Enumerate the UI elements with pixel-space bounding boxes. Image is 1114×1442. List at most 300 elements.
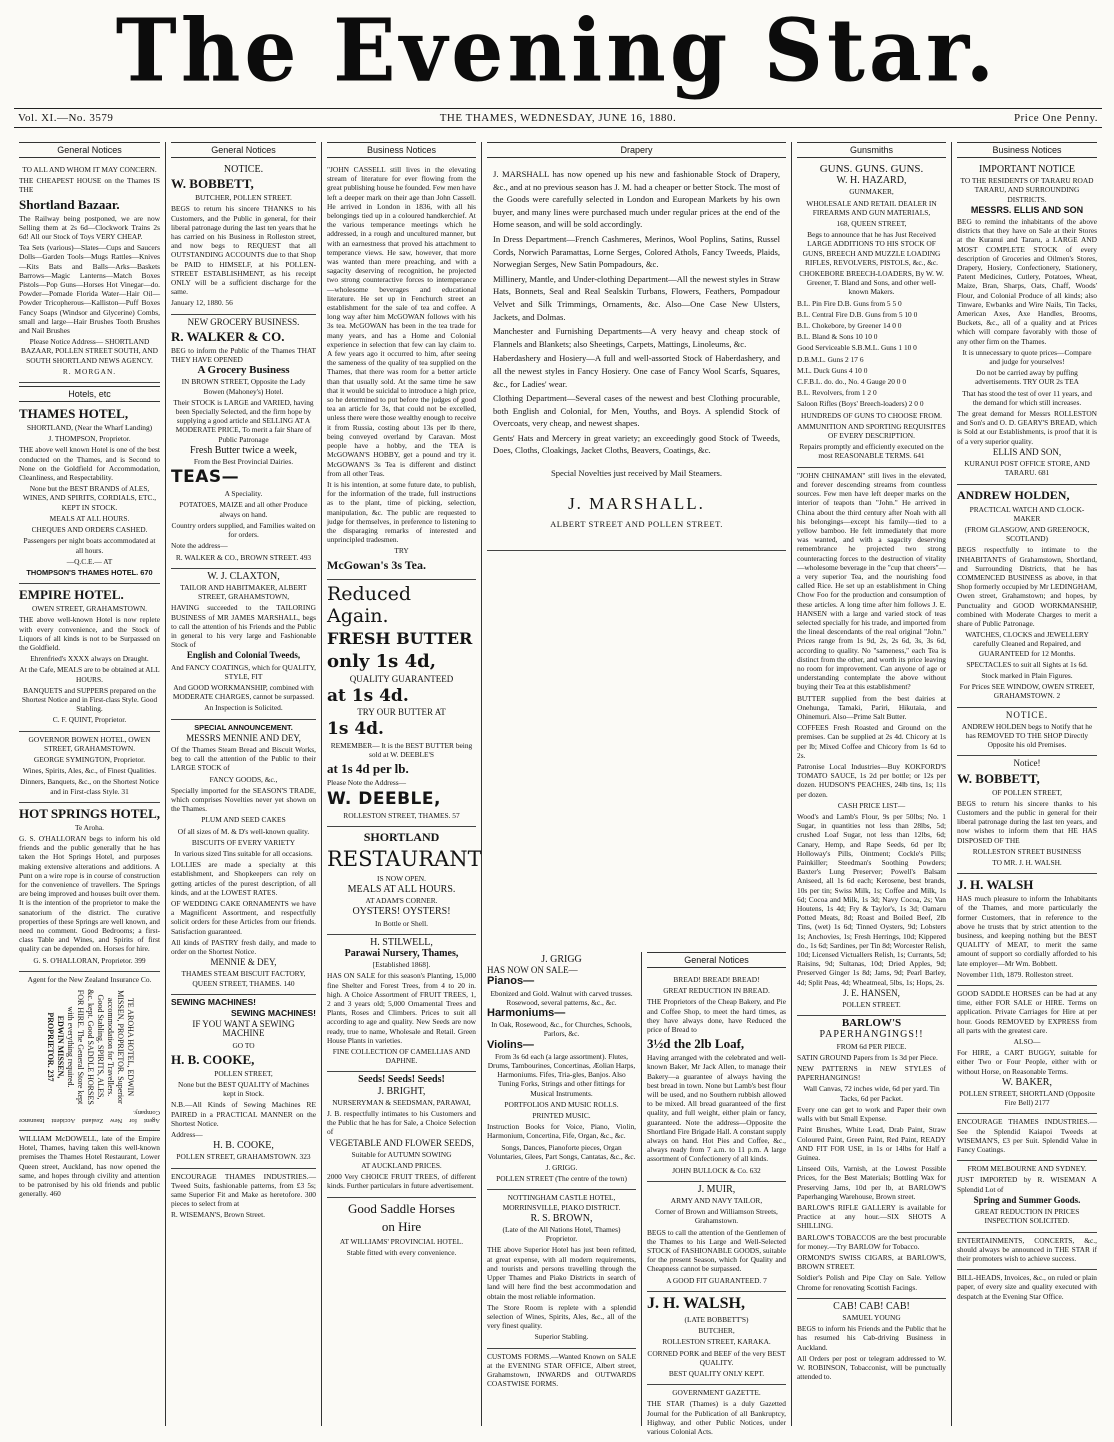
ad-title: J. GRIGG. <box>545 1163 578 1173</box>
ad-text: THE above well-known Hotel is now replete with every convenience, and the Stock of Liquors of all kinds is not to be Surpassed on the Goldfield. <box>19 615 160 652</box>
ad-text: Patronise Local Industries—Buy KOKFORD'S TOMATO SAUCE, 1s 2d per bottle; or 12s per dozen. HUDSON'S PEACHES, 24lb tins, 1s; 11s per dozen. <box>797 761 946 799</box>
ad-subtitle: Parawai Nursery, Thames, <box>344 947 459 959</box>
rotated-ad-box <box>19 986 160 1108</box>
saddle-horses-hire-ad <box>327 1198 476 1263</box>
ad-text: ALSO— <box>1013 1037 1041 1047</box>
ad-text: Begs to announce that he has Just Received LARGE ADDITIONS TO HIS STOCK OF GUNS, BREECH AND MUZZLE LOADING RIFLES, REVOLVERS, PISTOLS, &c., &c. <box>802 230 941 267</box>
mcgowan-tea-ad <box>327 162 476 580</box>
ad-heading: SEWING MACHINES! <box>231 1008 316 1019</box>
ad-text: Special Novelties just received by Mail Steamers. <box>550 468 723 479</box>
ad-text: BEGS respectfully to intimate to the INHABITANTS of Grahamstown, Shortland, and Surrounding Districts, that he has COMMENCED BUSINESS as above, in that Shop formerly occupied by Mr LEDINGHAM, Owen street, Grahamstown; and hopes, by Punctuality and GOOD WORKMANSHIP, combined with Moderate Charges to merit a share of Public Patronage. <box>957 545 1097 628</box>
ad-subtitle: TAILOR AND HABITMAKER, ALBERT STREET, GRAHAMSTOWN, <box>180 582 307 602</box>
ad-address: Please Notice Address— SHORTLAND BAZAAR, POLLEN STREET SOUTH, AND SOUTH SHORTLAND NEWS AGENCY. <box>20 337 158 365</box>
ad-title: J. BRIGHT, <box>377 1085 426 1097</box>
ad-heading: Violins— <box>487 1038 534 1051</box>
ad-title: FRESH BUTTER <box>327 628 473 648</box>
ad-title: GOVERNOR BOWEN HOTEL, OWEN STREET, GRAHAMSTOWN. <box>28 734 151 753</box>
ad-title: MESSRS. ELLIS AND SON <box>970 204 1084 215</box>
price: Price One Penny. <box>1014 112 1098 124</box>
deeble-butter-ad <box>327 580 476 827</box>
ad-text: An Inspection is Solicited. <box>204 703 283 713</box>
volume-number: Vol. XI.—No. 3579 <box>18 112 114 124</box>
ad-text: Having arranged with the celebrated and well-known Baker, Mr Jack Allen, to manage their Bakery—a guarantee of always having the best bread in town. None but Lamb's best flour will be used, and no Southern rubbish allowed to be mixed. All bread guaranteed of the first quality, and full weight, either plain or fancy, guaranteed. Note the address—Opposite the Shortland Fire Brigade Hall. A constant supply always on hand. Hot Pies and Coffee, &c., always ready from 7 a.m. to 11 p.m. A large assortment of Confectionery of all kinds. <box>647 1053 786 1164</box>
column-1 <box>14 142 166 1426</box>
ad-text: In Oak, Rosewood, &c., for Churches, Schools, Parlors, &c. <box>491 1020 632 1039</box>
ad-heading: Harmoniums— <box>487 1007 566 1020</box>
ad-text: "JOHN CASSELL still lives in the elevating stream of literature for ever flowing from the great publishing house he founded. Few men have left a deeper mark on their age than John Cassell. He arrived in London in 1836, with all his belongings tied up in a coloured handkerchief. At the various temperance meetings which he addressed, in a rough and uncultured manner, but with an earnestness that proved his attachment to temperance views. He saw, however, that more was wanted than mere preaching, and with a sagacity deserving of recognition, he projected two strong counteractive forces to intemperance—wholesome beverages and educational literature. He set up in Fenchurch street an establishment for the sale of tea and coffee. A long way after him McGOWAN follows with his 3s tea. McGOWAN has been in the tea trade for many years, and has a Home and Colonial experience in selection that few can lay claim to. A few years ago it occurred to him, after seeing the sameness of the quality of tea supplied on the Thames, that there was room for a better article than that usually sold. At the same time he saw that it would be suicidal to introduce a high price, so he determined to put before the judges of good tea an article for 3s, that could not be excelled, unless there were those wealthy enough to receive it from Russia, costing about 13s per lb there, being conveyed overland by Caravan. Most people have a hobby, and the TEA is McGOWAN'S HOBBY, get a pound and try it. McGOWAN'S 3s Tea is different and distinct from all other Teas. <box>327 165 476 478</box>
ad-title: J. GRIGG <box>541 954 582 965</box>
ad-title: at 1s 4d. <box>327 685 409 706</box>
ad-text: BEGS to call the attention of the Gentlemen of the Thames to his Large and Well-Selected STOCK of FASHIONABLE GOODS, suitable for the present Season, which for Quality and Cheapness cannot be surpassed. <box>647 1227 786 1274</box>
grigg-music-ad <box>487 952 636 1190</box>
ad-text: Millinery, Mantle, and Under-clothing Department—All the newest styles in Straw Hats, Bonnets, Seal and Real Sealskin Turbans, Flowers, Feathers, Pompadour Velvet and Silk Trimmings, Ornaments, &c. Also—One Case New Ulsters, Jackets, and Dolmas. <box>493 273 780 322</box>
ad-heading: BREAD! BREAD! BREAD! <box>673 975 760 984</box>
ad-text: Manchester and Furnishing Departments—A very heavy and cheap stock of Flannels and Blankets; also Sheetings, Carpets, Mattings, Linoleums, &c. <box>493 326 780 349</box>
ad-text: QUALITY GUARANTEED <box>349 673 454 684</box>
ad-text: Stable fitted with every convenience. <box>346 1247 457 1257</box>
ad-text: BARLOW'S TOBACCOS are the best procurable for money.—Try BARLOW for Tobacco. <box>797 1232 946 1251</box>
place-and-date: THE THAMES, WEDNESDAY, JUNE 16, 1880. <box>439 112 677 124</box>
ad-signature: ROLLESTON STREET, THAMES. 57 <box>343 810 460 820</box>
ad-text: HAVING succeeded to the TAILORING BUSINESS of MR JAMES MARSHALL, begs to call the attention of his Friends and the Public in general to his very large and Fashionable Stock of <box>171 603 316 650</box>
ad-text: J. B. respectfully intimates to his Customers and the Public that he has for Sale, a Choice Selection of <box>327 1109 476 1137</box>
price-row: B.L. Pin Fire D.B. Guns from 5 5 0 <box>797 298 902 308</box>
ad-subtitle: (LATE BOBBETT'S) <box>684 1314 749 1324</box>
ad-text: GREAT REDUCTION IN PRICES INSPECTION SOLICITED. <box>974 1207 1080 1226</box>
ad-text: From the Best Provincial Dairies. <box>193 457 294 467</box>
ad-title: 1s 4d. <box>327 718 384 739</box>
ad-text: BUTTER supplied from the best dairies at Onehunga, Tamaki, Pariri, Hikutaia, and Ohinemuri. Also—Prime Salt Butter. <box>797 693 946 721</box>
ad-text: In Bottle or Shell. <box>375 918 428 928</box>
ad-title: W. DEEBLE, <box>327 788 441 809</box>
mennie-dey-ad <box>171 720 316 995</box>
ad-text: AT WILLIAMS' PROVINCIAL HOTEL. <box>339 1236 464 1246</box>
ad-address: ROLLESTON STREET, KARAKA. <box>662 1337 771 1347</box>
ad-signature: W. BAKER, <box>1002 1076 1052 1088</box>
ad-subtitle: BUTCHER, POLLEN STREET. <box>195 193 292 203</box>
ad-text: [Established 1868]. <box>372 960 431 970</box>
ad-title: HOT SPRINGS HOTEL, <box>19 805 160 821</box>
ad-title: PAPERHANGINGS!! <box>819 1029 924 1041</box>
ad-text: GOOD SADDLE HORSES can be had at any time, either FOR SALE or HIRE. Terms on application. Private Carriages for Hire at per hour. Goods REMOVED by EXPRESS from all parts with the greatest care. <box>957 989 1097 1035</box>
dateline <box>14 108 1102 128</box>
ad-text: 2000 Very CHOICE FRUIT TREES, of different kinds. Further particulars in future advertisement. <box>327 1172 476 1191</box>
walker-grocery-ad <box>171 315 316 569</box>
ad-text: POTATOES, MAIZE and all other Produce always on hand. <box>179 500 308 519</box>
ad-text: WATCHES, CLOCKS and JEWELLERY carefully Cleaned and Repaired, and GUARANTEED for 12 Months. <box>965 630 1089 658</box>
price-row: M.L. Duck Guns 4 10 0 <box>797 365 868 375</box>
ad-subtitle: ARMY AND NAVY TAILOR, <box>670 1196 763 1206</box>
bobbett-notice-ad <box>171 162 316 315</box>
ad-date: November 11th, 1879. Rolleston street. <box>957 969 1074 979</box>
ad-signature: THAMES STEAM BISCUIT FACTORY, QUEEN STREET, THAMES. 140 <box>181 969 306 988</box>
ad-text: Clothing Department—Several cases of the newest and best Clothing procurable, both English and Colonial, for Men, Youths, and Boys. A splendid Stock of Overcoats, very cheap, and newest shapes. <box>493 393 780 429</box>
ad-heading: NOTTINGHAM CASTLE HOTEL, MORRINSVILLE, PIAKO DISTRICT. <box>502 1193 621 1212</box>
ad-text: IF YOU WANT A SEWING MACHINE <box>192 1019 295 1039</box>
price-row: Saloon Rifles (Boys' Breech-loaders) 2 0 0 <box>797 399 924 409</box>
rotated-ad-text <box>45 988 135 1106</box>
ad-text: BEGS to inform his Friends and the Public that he has resumed his Cab-driving Business in Auckland. <box>797 1324 946 1352</box>
ad-title: J. H. WALSH <box>957 877 1034 893</box>
ad-text: BARLOW'S RIFLE GALLERY is available for Practice at any hour.—SIX SHOTS A SHILLING. <box>797 1202 946 1231</box>
ad-text: NEW PATTERNS in NEW STYLES of PAPERHANGINGS! <box>797 1064 946 1083</box>
ad-text: J. MARSHALL has now opened up his new and fashionable Stock of Drapery, &c., and at no previous season has J. M. had a cheaper or better Stock. The most of the Goods were carefully selected in London and European Markets by his own buyer, and many lines were purchased much under regular prices at the end of the Home season, and will be sold accordingly. <box>493 169 780 230</box>
ad-text: OYSTERS! OYSTERS! <box>352 906 451 918</box>
column-7 <box>952 142 1102 1426</box>
ad-heading: Reduced Again. <box>327 582 411 627</box>
ad-text: BEGS to return his sincere THANKS to his Customers, and the Public in general, for their liberal patronage during the last ten years that he has carried on his Business in Rolleston street, and now begs to REQUEST that all OUTSTANDING ACCOUNTS due to that Shop be PAID to HIMSELF, at his POLLEN-STREET ESTABLISHMENT, as his receipt ONLY will be a sufficient discharge for the same. <box>171 204 316 297</box>
ad-heading: CAB! CAB! CAB! <box>833 1300 910 1312</box>
ad-text: BEST QUALITY ONLY KEPT. <box>668 1368 765 1378</box>
ad-text: THE Proprietors of the Cheap Bakery, and Pie and Coffee Shop, to meet the hard times, as they have always done, have Reduced the price of Bread to <box>647 997 786 1035</box>
ad-text: ORMOND'S SWISS CIGARS, at BARLOW'S, BROWN STREET. <box>797 1252 946 1272</box>
column-2 <box>166 142 322 1426</box>
ad-text: BEGS to return his sincere thanks to his Customers and the public in general for their liberal patronage during the last ten years, and now wishes to inform them that HE HAS DISPOSED OF THE <box>957 798 1097 845</box>
ad-text: At the Cafe, MEALS are to be obtained at ALL HOURS. <box>19 665 160 684</box>
empire-hotel-ad <box>19 584 160 731</box>
government-gazette-ad <box>647 1385 786 1442</box>
ad-text: OF WEDDING CAKE ORNAMENTS we have a Magnificent Assortment, and respectfully solicit orders for these Articles from our friends. Satisfaction guaranteed. <box>171 899 316 936</box>
marshall-drapery-ad <box>487 162 786 551</box>
ad-text: A Speciality. <box>224 489 263 499</box>
ad-text: Instruction Books for Voice, Piano, Violin, Harmonium, Concertina, Fife, Organ, &c., &c. <box>487 1122 636 1141</box>
ad-text: TRY OUR BUTTER AT <box>357 706 446 717</box>
ad-address: For Prices SEE WINDOW, OWEN STREET, GRAHAMSTOWN. 2 <box>959 682 1095 701</box>
ad-heading: NOTICE. <box>223 164 264 175</box>
ad-signature: POLLEN STREET, GRAHAMSTOWN. 323 <box>176 1152 311 1162</box>
ad-subtitle: English and Colonial Tweeds, <box>186 650 301 661</box>
bright-seeds-ad <box>327 1072 476 1197</box>
ad-title: J. MUIR, <box>697 1183 736 1195</box>
column-4a <box>482 952 642 1426</box>
wiseman-spring-goods-ad <box>957 1161 1097 1232</box>
ad-heading: TO ALL AND WHOM IT MAY CONCERN. <box>22 165 157 174</box>
price-row: B.L. Chokebore, by Greener 14 0 0 <box>797 321 902 331</box>
ad-text: CHOKEBORE BREECH-LOADERS, By W. W. Greener, T. Bland and Sons, and other well-known Makers. <box>799 269 944 297</box>
ad-text: The great demand for Messrs ROLLESTON and Son's and O. D. GEARY'S BREAD, which is Sold at our Establishments, is proof that it is of a very superior quality. <box>957 409 1097 446</box>
ad-title: J. MARSHALL. <box>568 493 705 513</box>
ad-text: BILL-HEADS, Invoices, &c., on ruled or plain paper, of every size and quality executed with despatch at the Evening Star Office. <box>957 1273 1097 1301</box>
ad-text: SATIN GROUND Papers from 1s 3d per Piece. <box>797 1052 938 1062</box>
ad-text: THE above well known Hotel is one of the best conducted on the Thames, and is Second to None on the Goldfield for Accommodation, Cleanliness, and Respectability. <box>19 445 160 483</box>
ad-subtitle: PRACTICAL WATCH AND CLOCK-MAKER <box>969 504 1085 523</box>
ad-text: HUNDREDS OF GUNS TO CHOOSE FROM. <box>801 410 942 420</box>
ad-text: It is his intention, at some future date, to publish, for the information of the trade, full instructions as to the plant, time of picking, selection, manipulation, &c. The public are requested to judge for themselves, in preference to listening to the disparaging remarks of interested and unprincipled tradesmen. <box>327 479 476 545</box>
ad-title: ANDREW HOLDEN, <box>957 487 1070 502</box>
column-header: General Notices <box>171 142 316 158</box>
ad-title: RESTAURANT <box>327 846 482 871</box>
ad-subtitle: SHORTLAND, (Near the Wharf Landing) <box>26 423 153 433</box>
ad-text: BANQUETS and SUPPERS prepared on the Shortest Notice and in First-class Style. Good Stabling. <box>21 685 158 714</box>
ad-text: PRINTED MUSIC. <box>532 1111 591 1121</box>
column-header: Business Notices <box>327 142 476 158</box>
ad-text: THE CHEAPEST HOUSE on the Thames IS THE <box>19 176 160 195</box>
ad-signature: R. MORGAN. <box>62 366 117 376</box>
ad-text: HAS much pleasure to inform the Inhabitants of the Thames, and more particularly the former Customers, that in reference to the above he trusts that by strict attention to the business, and keeping nothing but the BEST QUALITY of MEAT, to merit the same amount of support so cordially afforded to his late employer—Mr Wm. Bobbett. <box>957 894 1097 968</box>
ad-text: Linseed Oils, Varnish, at the Lowest Possible Prices, for the Best Materials; Bottling Wax for Preserving Jams, 10d per lb, at BARLOW'S Paperhanging Warehouse, Brown street. <box>797 1164 946 1201</box>
masthead <box>0 0 1114 102</box>
ad-text: In various sized Tins suitable for all occasions. <box>174 848 313 858</box>
ad-heading: BARLOW'S <box>841 1017 902 1030</box>
column-6 <box>792 142 952 1426</box>
ad-title: only 1s 4d, <box>327 650 436 672</box>
ad-signature: R. WISEMAN'S, Brown Street. <box>171 1210 265 1220</box>
hansen-tea-ad <box>797 468 946 1017</box>
nottingham-castle-hotel-ad <box>487 1190 636 1348</box>
ad-signature: J. E. HANSEN, <box>843 987 900 998</box>
ad-text: Wall Canvas, 72 inches wide, 6d per yard. Tin Tacks, 6d per Packet. <box>803 1084 940 1103</box>
ad-title: W. BOBBETT, <box>171 176 254 192</box>
ad-text: Gents' Hats and Mercery in great variety; an exceedingly good Stock of Tweeds, Does, Cloths, Cloakings, Jacket Cloths, Beavers, Coatings, &c. <box>493 432 780 456</box>
baker-saddle-horses-ad <box>957 986 1097 1114</box>
ad-title: R. WALKER & CO. <box>171 328 285 344</box>
ad-text: Superior Stabling. <box>534 1332 589 1342</box>
price-row: D.B.M.L. Guns 2 17 6 <box>797 354 864 364</box>
ad-subtitle: NURSERYMAN & SEEDSMAN, PARAWAI, <box>332 1097 471 1107</box>
walsh-notice <box>957 874 1097 986</box>
column-5a <box>642 952 792 1436</box>
ad-text: Songs, Dances, Pianoforte pieces, Organ Voluntaries, Glees, Part Songs, Cantatas, &c., &c. <box>487 1142 636 1161</box>
ad-text: Every one can get to work and Paper their own walls with but Small Expense. <box>797 1104 946 1124</box>
ad-text: Passengers per night boats accommodated at all hours. <box>23 536 156 555</box>
ad-text: FINE COLLECTION OF CAMELLIAS AND DAPHNE. <box>332 1047 471 1066</box>
ad-subtitle: CASH PRICE LIST— <box>837 800 906 810</box>
ad-text: IN BROWN STREET, Opposite the Lady Bowen (Mahoney's) Hotel. <box>181 377 306 396</box>
ad-text: LOLLIES are made a specialty at this establishment, and Shopkeepers can rely on getting articles of the purest description, of all kinds, and at the LOWEST RATES. <box>171 860 316 897</box>
ad-text: Country orders supplied, and Families waited on for orders. <box>171 520 316 540</box>
stilwell-nursery-ad <box>327 935 476 1073</box>
ad-title: R. S. BROWN, <box>530 1212 593 1224</box>
entertainments-notice <box>957 1233 1097 1271</box>
ad-signature: JOHN BULLOCK & Co. 632 <box>672 1165 761 1175</box>
claxton-tailor-ad <box>171 569 316 720</box>
ad-heading: GOVERNMENT GAZETTE. <box>672 1388 761 1398</box>
ad-text: And FANCY COATINGS, which for QUALITY, STYLE, FIT <box>171 662 316 681</box>
ad-subtitle: HAS NOW ON SALE— <box>487 965 578 976</box>
ad-text: Corner of Brown and Williamson Streets, Grahamstown. <box>655 1207 778 1226</box>
ad-text: ENCOURAGE THAMES INDUSTRIES.—Tweed Suits, fashionable patterns, from £3 5s; same Superior Fit and Make as heretofore. 300 pieces to select from at <box>171 1171 316 1209</box>
governor-bowen-hotel-ad <box>19 732 160 803</box>
barlow-paperhangings-ad <box>797 1016 946 1298</box>
ad-text: IS NOW OPEN. <box>377 873 426 883</box>
ad-text: G. S. O'HALLORAN begs to inform his old friends and the public generally that he has taken the Hot Springs Hotel, and purposes making extensive alterations and additions. A Punt on a wire rope is in course of construction for the convenience of travellers. The Springs are being improved and houses built over them. It is the intention of the proprietor to make the sanatorium of the district. The curative properties of these Springs are well known, and need no comment. Good Bedrooms; a first-class Table and Wines, and Spirits of first quality can be depended on. Horses for hire. <box>19 833 160 954</box>
ad-text: 168, QUEEN STREET, <box>836 219 907 229</box>
ad-text: In Dress Department—French Cashmeres, Merinos, Wool Poplins, Satins, Russel Cords, Norwich Paramattas, Lorne Serges, Colored Athols, Fancy Tweeds, Plaids, Norwegian Serges, New Satin Pompadours, &c. <box>493 233 780 270</box>
walsh-butcher-ad <box>647 1292 786 1385</box>
mcdowell-restaurant-ad <box>19 1131 160 1204</box>
ad-heading: Good Saddle Horses <box>348 1200 455 1216</box>
ad-title: Shortland Bazaar. <box>19 196 120 212</box>
price-row: B.L. Revolvers, from 1 2 0 <box>797 388 877 398</box>
ad-text: CORNED PORK and BEEF of the very BEST QUALITY. <box>647 1348 786 1367</box>
column-header: General Notices <box>19 142 160 158</box>
ad-text: Of the Thames Steam Bread and Biscuit Works, beg to call the attention of the Public to their LARGE STOCK of <box>171 744 316 773</box>
price-row: C.F.B.L. do. do., No. 4 Gauge 20 0 0 <box>797 377 907 387</box>
cheap-bakery-ad <box>647 972 786 1182</box>
ad-address: ALBERT STREET AND POLLEN STREET. <box>550 518 723 529</box>
ad-heading: Notice! <box>1013 758 1041 769</box>
customs-forms-ad <box>487 1349 636 1395</box>
ad-signature: R. WALKER & CO., BROWN STREET. 493 <box>175 552 312 562</box>
ad-text: Soldier's Polish and Pipe Clay on Sale. Yellow Chrome for renovating Scottish Facings. <box>797 1273 946 1292</box>
ad-text: Please Note the Address— <box>327 778 407 788</box>
ad-subtitle: (Late of the All Nations Hotel, Thames) Proprietor. <box>502 1225 621 1244</box>
ad-text: Address— <box>171 1130 203 1140</box>
ad-text: None but the BEST BRANDS of ALES, WINES, AND SPIRITS, CORDIALS, ETC., KEPT IN STOCK. <box>22 484 157 512</box>
ad-title: H. B. COOKE, <box>171 1051 255 1067</box>
ad-title: Spring and Summer Goods. <box>973 1194 1081 1205</box>
ad-title: J. H. WALSH, <box>647 1294 745 1312</box>
ad-subtitle: A Grocery Business <box>197 364 290 377</box>
holden-removal-notice <box>957 708 1097 757</box>
ad-text: MEALS AT ALL HOURS. <box>49 513 130 523</box>
ad-text: And GOOD WORKMANSHIP, combined with MODERATE CHARGES, cannot be surpassed. <box>172 682 315 702</box>
upside-down-text: Agent for New Zealand Accident Insurance Company. <box>19 1109 160 1125</box>
ad-text: Tea Sets (various)—Slates—Cups and Saucers Dolls—Garden Tools—Mugs Rattles—Knives—Kits Bats and Balls—Arks—Baskets Barrows—Magic Lanterns—Match Boxes Pistols—Pop Guns—Horses Hot Vinegar—do. Powder—Pomade Florida Water—Hair Oil—Powder Tricopherous—Kalliston—Puff Boxes Fancy Soaps (Windsor and Glycerine) Combs, small and large—Hair Brushes Tooth Brushes and Nail Brushes <box>19 243 160 336</box>
ad-text: AMMUNITION AND SPORTING REQUISITES OF EVERY DESCRIPTION. <box>797 421 946 441</box>
ad-text: ENTERTAINMENTS, CONCERTS, &c., should always be announced in THE STAR if their promoters wish to achieve success. <box>957 1235 1097 1263</box>
ad-text: Dinners, Banquets, &c., on the Shortest Notice and in First-class Style. 31 <box>20 777 159 796</box>
ad-text: CHEQUES AND ORDERS CASHED. <box>31 525 148 535</box>
ad-text: JUST IMPORTED by R. WISEMAN A Splendid Lot of <box>957 1175 1097 1194</box>
price-row: Good Serviceable S.B.M.L. Guns 1 10 0 <box>797 343 917 353</box>
ad-text: REMEMBER— It is the BEST BUTTER being sold at W. DEEBLE'S <box>330 740 473 760</box>
ad-text: Paint Brushes, White Lead, Drab Paint, Straw Coloured Paint, Green Paint, Red Paint, READY AND FIT FOR USE, in 1s or 14lbs for Half a Guinea. <box>797 1125 946 1162</box>
ad-address: POLLEN STREET. <box>842 1000 901 1010</box>
ad-subtitle: POLLEN STREET, <box>214 1068 273 1078</box>
ad-text: CUSTOMS FORMS.—Wanted Known on SALE at the EVENING STAR OFFICE, Albert street, Grahamstown, INWARDS and OUTWARDS COASTWISE FORMS. <box>487 1351 636 1389</box>
ad-title: W. H. HAZARD, <box>836 175 907 187</box>
ad-title: SAMUEL YOUNG <box>842 1312 901 1322</box>
ad-text: For HIRE, a CART BUGGY, suitable for either Two or Four People, either with or without Horse, on Reasonable Terms. <box>957 1048 1097 1076</box>
ad-title: H. B. COOKE, <box>213 1140 274 1152</box>
ad-proprietor: GEORGE SYMINGTON, Proprietor. <box>33 754 146 764</box>
ad-text: TRY <box>394 546 409 556</box>
ad-text: TE AROHA HOTEL, EDWIN MISSEN, PROPRIETOR. Superior accommodation for Travellers. Good Stabling. SPIRITS, ALES, &c. kept. Good SADDLE HORSES FOR HIRE. The General Store kept with everything required. <box>65 989 135 1105</box>
ad-subtitle: OWEN STREET, GRAHAMSTOWN. <box>31 604 148 614</box>
ad-signature: C. F. QUINT, Proprietor. <box>52 715 127 725</box>
ad-text: None but the BEST QUALITY of Machines kept in Stock. <box>178 1080 309 1099</box>
ad-text: THE STAR (Thames) is a duly Gazetted Journal for the Publication of all Bankruptcy, Highway, and other Public Notices, under various Colonial Acts. <box>647 1399 786 1436</box>
ad-text: ANDREW HOLDEN begs to Notify that he has REMOVED TO THE SHOP Directly Opposite his old Premises. <box>961 721 1093 750</box>
column-header: Business Notices <box>957 142 1097 158</box>
ad-title: TEAS— <box>171 467 240 488</box>
ad-subtitle: OF POLLEN STREET, <box>992 787 1062 797</box>
price-row: B.L. Bland & Sons 10 10 0 <box>797 332 878 342</box>
ad-heading: NOTICE. <box>1005 709 1049 720</box>
ad-text: Stock marked in Plain Figures. <box>981 670 1073 680</box>
andrew-holden-ad <box>957 485 1097 708</box>
ad-heading: NEW GROCERY BUSINESS. <box>187 316 300 327</box>
ad-text: AT ADAM'S CORNER. <box>365 896 438 906</box>
ad-text: THE above Superior Hotel has just been refitted, at great expense, with all modern requirements, and tourists and persons travelling through the Upper Thames and Piako Districts in search of land will here find the best accommodation and obtain the most reliable information. <box>487 1245 636 1301</box>
ad-text: MEALS AT ALL HOURS. <box>347 883 456 895</box>
ad-heading: IMPORTANT NOTICE <box>979 164 1075 175</box>
ad-title: H. STILWELL, <box>370 936 433 948</box>
muir-tailor-ad <box>647 1182 786 1292</box>
ad-text: AT AUCKLAND PRICES. <box>361 1161 442 1171</box>
ad-title: 3½d the 2lb Loaf, <box>647 1036 745 1052</box>
ad-text: PORTFOLIOS AND MUSIC ROLLS. <box>504 1099 619 1109</box>
ad-heading: SPECIAL ANNOUNCEMENT. <box>194 722 293 732</box>
ad-date: January 12, 1880. 56 <box>171 298 233 308</box>
ad-title: W. J. CLAXTON, <box>207 570 280 582</box>
ad-text: BEG to remind the inhabitants of the above districts that they have on Sale at their Stores at the Kuranui and Tararu, a LARGE AND MOST COMPLETE STOCK of every description of Groceries and Oilmen's Stores, Drapery, Hosiery, Confectionery, Stationery, Patent Medicines, Cutlery, Potatoes, Wheat, Maize, Bran, Sharps, Oats, Chaff, Woods' Flour, and Colonial Produce of all kinds; also Tinware, Ewbanks and Wire Nails, Tin Tacks, American Axes, Axe Handles, Brooms, Buckets, &c., all of a quality and at Prices which will compare favorably with those of any other firm on the Thames. <box>957 217 1097 346</box>
ad-subtitle: GUNMAKER, <box>849 187 894 197</box>
ad-title: THAMES HOTEL, <box>19 406 129 422</box>
ad-text: Note the address— <box>171 541 228 551</box>
ad-heading: SEWING MACHINES! <box>171 996 256 1007</box>
ad-signature: EDWIN MISSEN, PROPRIETOR. 237 <box>45 1012 65 1082</box>
ad-title: McGowan's 3s Tea. <box>327 557 427 572</box>
ad-text: Wood's and Lamb's Flour, 9s per 50lbs; No. 1 Sugar, in quantities not less than 28lbs, 5d; crushed Loaf Sugar, not less than 12lbs, 6d; Canary, Hemp, and Rape Seeds, 6d per lb; Holloway's Pills, Ointment; Cockle's Pills; Painkiller; Steedman's Soothing Powders; Baxter's Lung Preserver; Powell's Balsam Aniseed, all 1s 6d each; Kerosene, best brands, 10s per tin; Swiss Milk, 1s; Coffee and Milk, 1s 6d; Cocoa and Milk, 1s 3d; Navy Cocoa, 2s; Van Houtens, 1s 4d; Fry & Taylor's, 1s 3d; Oamaru Potted Meats, 8d; Roast and Boiled Beef, 2lb Tins, (wet) 1s 6d; Tinned Oysters, 9d; Lobsters 1s; Anchovies, 1s; Fresh Herrings, 10d; Kippered do., 1s 6d; Sardines, per Tin 8d; Worcester Relish, 10d; Licensed Victuallers Relish, 1s; Currants, 5d; Raisins, 9d; Sultanas, 10d; Dried Apples, 9d; Preserved Ginger 1s 8d; Jams, 9d; Pearl Barley, 4d; Split Peas, 4d; Wheatmeal, 5lbs, 1s; Hops, 2s. <box>797 812 946 987</box>
ad-text: Ehrenfried's XXXX always on Draught. <box>30 654 149 664</box>
column-header: Gunsmiths <box>797 142 946 158</box>
ad-text: —Q.C.E.— AT <box>66 556 113 566</box>
ad-text: ROLLESTON STREET BUSINESS <box>972 846 1082 856</box>
ad-text: "JOHN CHINAMAN" still lives in the elevated, and forever descending streams from countless sources. Few men have left deeper marks on the interior of teapots than "John." He arrived in China about the third century after Noah with all his belongings—except his family—tied to a yellow bamboo. He felt immediately that more was wanted, and with a sagacity deserving remembrance he projected two strong counteracting forces to the destruction of vitality—wholesome beverage in the "cup that cheers"—a very superior Tea, and the nourishing food called Rice. He set up an establishment in Ching Chow Foo for the production and consumption of these articles. A long time after him follows J. E. HANSEN with a large and varied stock of teas selected specially for his trade, and imported from the lineal descendants of the real original "John." Prices range from 1s 9d, 2s, 2s 6d, 3s, 3s 6d, according to quality. No "sameness," each Tea is distinct from the other, and worth its price leaving no room for improvement. Can anyone of age or understanding contemplate the above without buying their Tea at this establishment? <box>797 470 946 692</box>
ad-heading: GUNS. GUNS. GUNS. <box>819 163 924 175</box>
ad-heading: SHORTLAND <box>363 829 440 844</box>
bill-heads-notice <box>957 1270 1097 1307</box>
wiseman-tweeds-ad <box>171 1169 316 1226</box>
ad-heading: Pianos— <box>487 975 535 988</box>
ad-text: The Store Room is replete with a splendid selection of Wines, Spirits, Ales, &c., all of the very finest quality. <box>487 1302 636 1331</box>
ad-text: Do not be carried away by puffing advertisements. TRY OUR 2s TEA <box>975 368 1079 387</box>
ad-signature: THOMPSON'S THAMES HOTEL. 670 <box>26 567 153 577</box>
ad-text: Ebonized and Gold. Walnut with carved trusses. Rosewood, several patterns, &c., &c. <box>490 988 633 1007</box>
ad-subtitle: BISCUITS OF EVERY VARIETY <box>191 837 296 847</box>
thames-hotel-ad <box>19 383 160 584</box>
ad-text: COFFEES Fresh Roasted and Ground on the premises. Can be supplied at 2s 4d. Chicory at 1s per lb; Mixed Coffee and Chicory from 1s 6d to 2s. <box>797 723 946 760</box>
ad-signature: G. S. O'HALLORAN, Proprietor. 399 <box>33 955 146 965</box>
ad-text: Haberdashery and Hosiery—A full and well-assorted Stock of Haberdashery, and all the newest styles in Fancy Hosiery. One case of Fancy Wool Scarfs, Squares, &c., for Ladies' wear. <box>493 353 780 389</box>
ad-text: Suitable for AUTUMN SOWING <box>351 1149 452 1159</box>
ad-subtitle: VEGETABLE AND FLOWER SEEDS, <box>329 1137 474 1148</box>
ad-subtitle: PLUM AND SEED CAKES <box>201 815 286 825</box>
column-header: General Notices <box>647 952 786 968</box>
ad-text: It is unnecessary to quote prices—Compare and judge for yourselves! <box>962 347 1092 367</box>
ad-text: A GOOD FIT GUARANTEED. 7 <box>666 1275 767 1285</box>
column-3 <box>322 142 482 1426</box>
ad-text: Of all sizes of M. & D's well-known quality. <box>177 826 310 836</box>
ad-proprietor: J. THOMPSON, Proprietor. <box>48 434 131 444</box>
cooke-sewing-machines-ad <box>171 995 316 1169</box>
hazard-gunmaker-ad <box>797 162 946 468</box>
ad-signature: ELLIS AND SON, <box>992 446 1062 457</box>
ellis-and-son-ad <box>957 162 1097 485</box>
ad-subtitle: FROM 6d PER PIECE. <box>836 1041 907 1051</box>
ad-subtitle: Te Aroha. <box>74 822 105 832</box>
price-row: B.L. Central Fire D.B. Guns from 5 10 0 <box>797 309 918 319</box>
samuel-young-cab-ad <box>797 1299 946 1388</box>
ad-text: All kinds of PASTRY fresh daily, and made to order on the Shortest Notice. <box>171 937 316 957</box>
section-header: Hotels, etc <box>19 386 160 402</box>
shortland-bazaar-ad <box>19 162 160 383</box>
ad-heading: on Hire <box>381 1218 422 1234</box>
ad-text: All Orders per post or telegram addressed to W. W. ROBINSON, Tobacconist, will be punctually attended to. <box>797 1353 946 1382</box>
ad-subtitle: FANCY GOODS, &c., <box>209 774 278 784</box>
ad-text: GO TO <box>232 1040 255 1050</box>
ad-subtitle: TO THE RESIDENTS OF TARARU ROAD TARARU, AND SURROUNDING DISTRICTS. <box>960 176 1094 204</box>
ad-text: The Railway being postponed, we are now Selling them at 2s 6d—Clockwork Trains 2s 6d! All our Stock of Toys VERY CHEAP. <box>19 213 160 242</box>
ad-text: Wines, Spirits, Ales, &c., of Finest Qualities. <box>22 766 157 776</box>
ad-text: SPECTACLES to suit all Sights at 1s 6d. <box>966 659 1088 669</box>
ad-text: From 3s 6d each (a large assortment). Flutes, Drums, Tambourines, Concertinas, Æolian Harps, Harmoniums. Fifes, Tria-gles, Banjos. Also Tuning Forks, Strings and other fittings for Musical Instruments. <box>487 1051 636 1098</box>
ad-text: ENCOURAGE THAMES INDUSTRIES.—See the Splendid Kaiapoi Tweeds at WISEMAN'S, £3 per Suit. Splendid Value in Fancy Coatings. <box>957 1117 1097 1155</box>
ad-text: TO MR. J. H. WALSH. <box>992 858 1062 867</box>
ad-subtitle: Fresh Butter twice a week, <box>190 444 297 456</box>
